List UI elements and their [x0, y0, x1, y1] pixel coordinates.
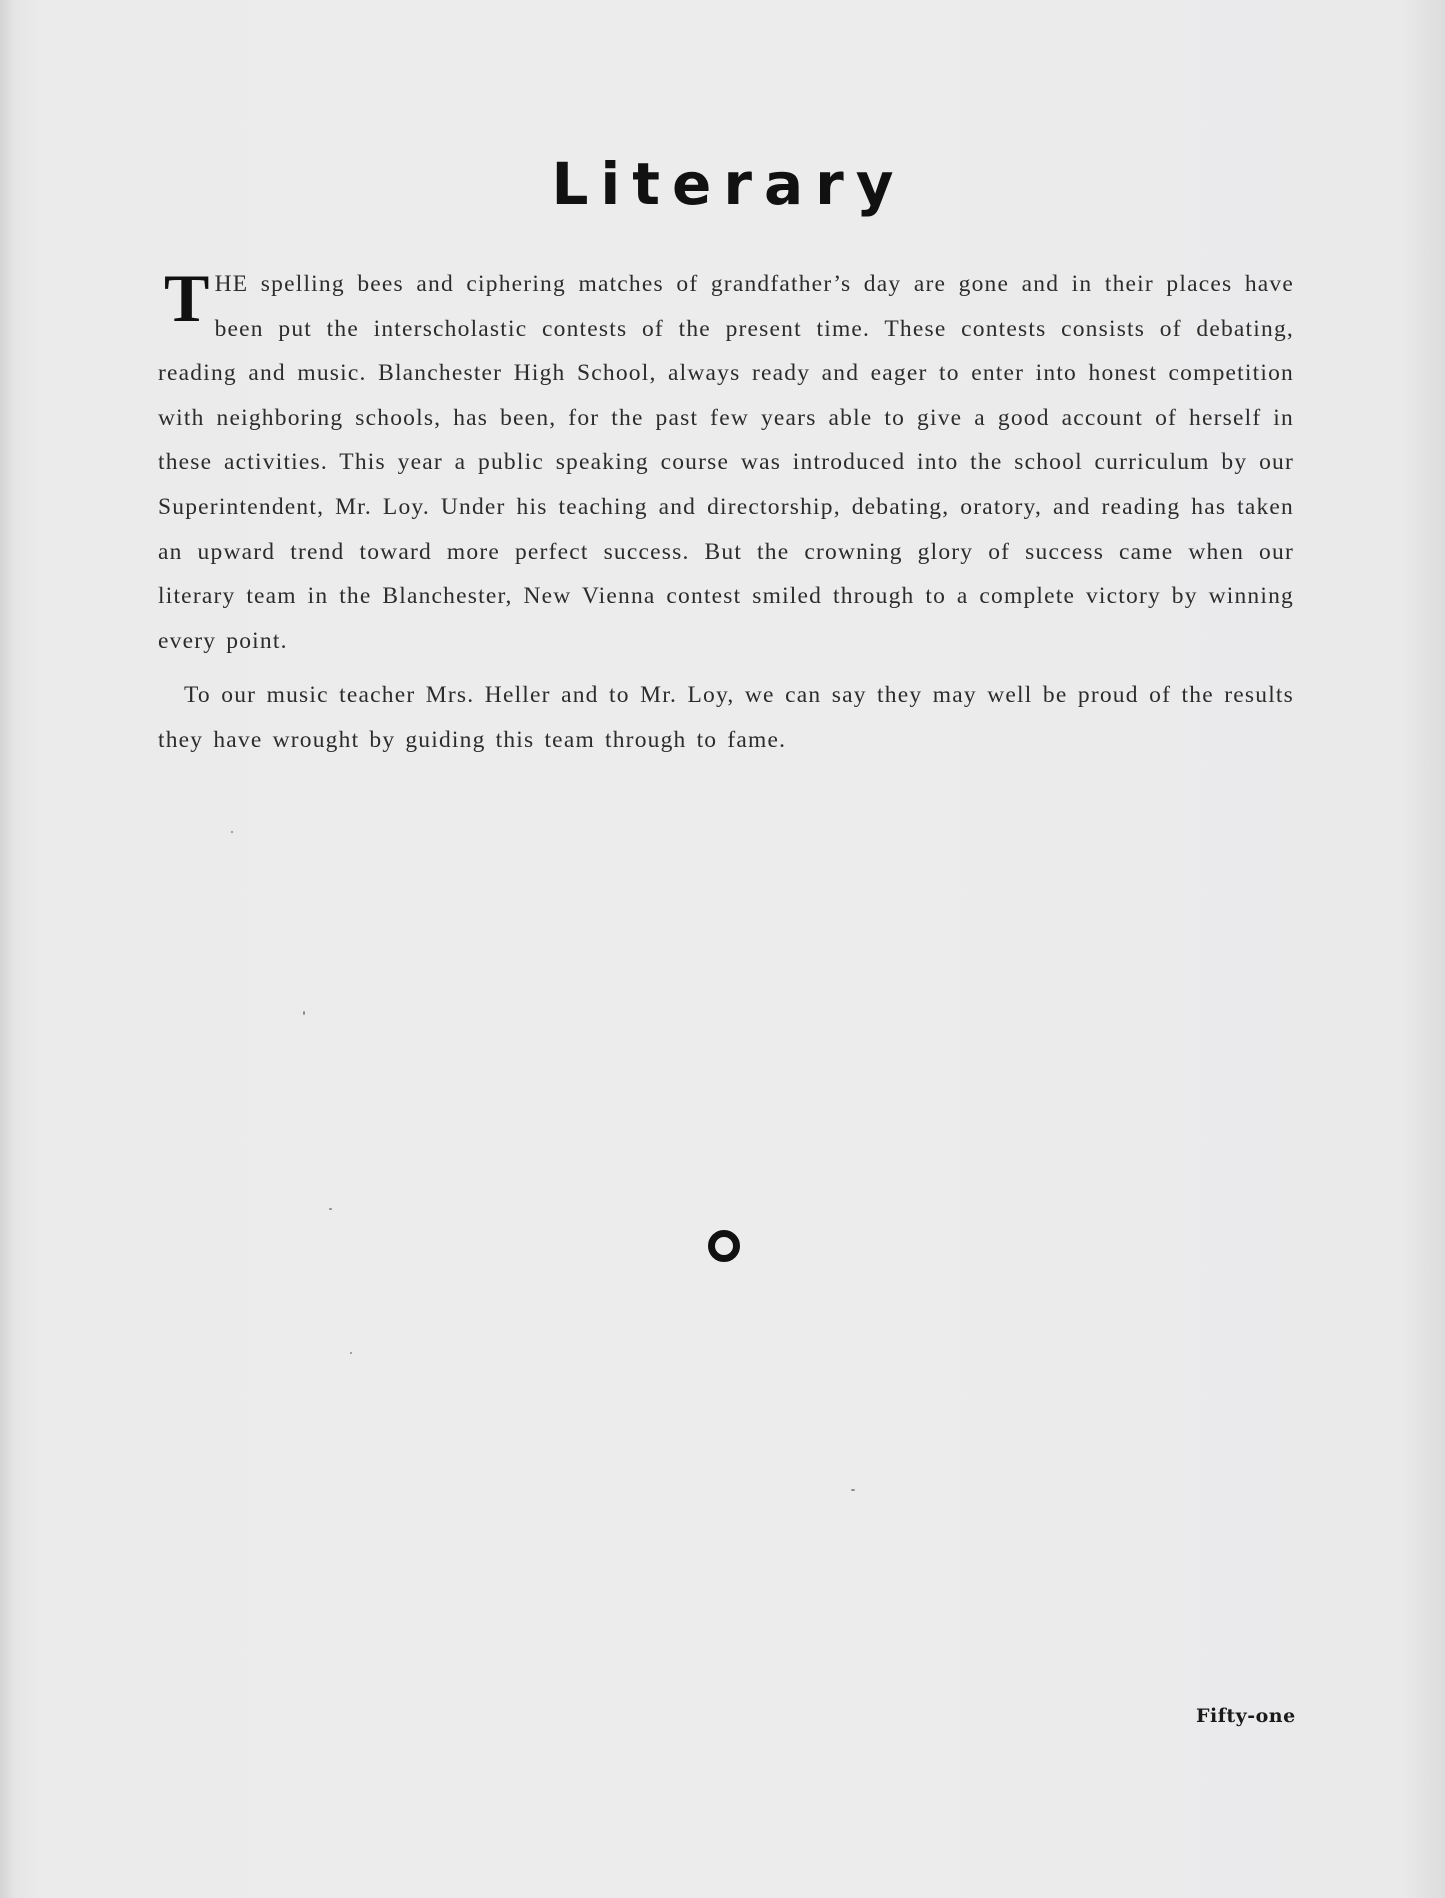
page-edge-shadow: [0, 0, 14, 1898]
paper-speck: [851, 1489, 855, 1491]
page-title: Literary: [551, 150, 906, 218]
paper-speck: [303, 1011, 305, 1015]
paragraph-1: [158, 262, 1294, 663]
paper-speck: [231, 831, 233, 833]
paragraph-2: To our music teacher Mrs. Heller and to Mr. Loy, we can say they may well be proud of the results they have wrought by guiding this team through to fame.: [158, 682, 1294, 753]
paragraph-1-text: HE spelling bees and ciphering matches of grandfather’s day are gone and in their places have been put the interscholastic contests of the present time. These contests consists of debating, reading and music. Blanchester High School, always ready and eager to enter into honest competition with neighboring schools, has been, for the past few years able to give a good account of herself in these activities. This year a public speaking course was introduced into the school curriculum by our Superintendent, Mr. Loy. Under his teaching and directorship, debating, oratory, and reading has taken an upward trend toward more perfect success. But the crowning glory of success came when our literary team in the Blanchester, New Vienna contest smiled through to a complete victory by winning every point.: [158, 271, 1294, 654]
paper-speck: [350, 1352, 352, 1354]
drop-cap: T: [164, 260, 211, 336]
binding-ring-icon: [708, 1230, 740, 1262]
article-body: [158, 262, 1294, 763]
paper-speck: [329, 1208, 332, 1210]
page-number: Fifty-one: [1196, 1705, 1296, 1727]
